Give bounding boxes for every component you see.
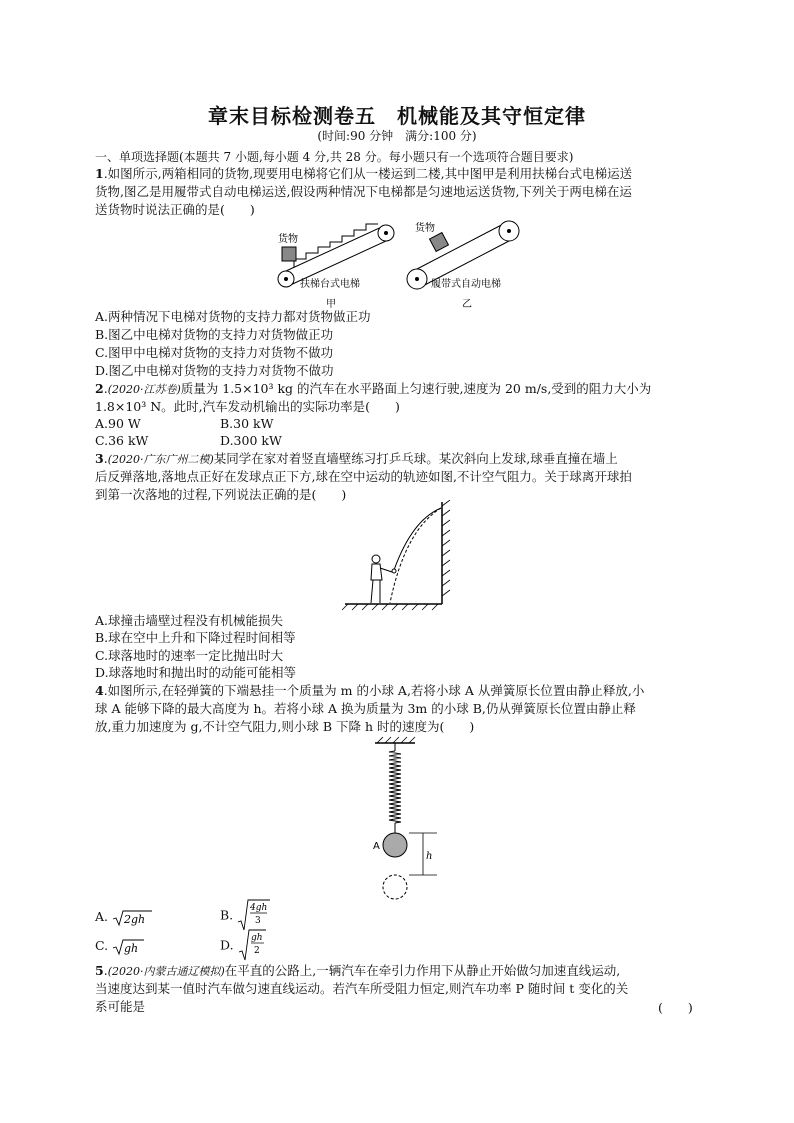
page-title: 章末目标检测卷五 机械能及其守恒定律 bbox=[208, 104, 586, 128]
q3-option-c: C.球落地时的速率一定比抛出时大 bbox=[95, 648, 284, 663]
section-heading: 一、单项选择题(本题共 7 小题,每小题 4 分,共 28 分。每小题只有一个选项符合题目要求) bbox=[95, 150, 574, 164]
sqrt-fraction-d bbox=[238, 928, 268, 962]
q1-line-3: 送货物时说法正确的是( ) bbox=[95, 202, 255, 217]
q2-option-c: C.36 kW bbox=[95, 433, 149, 448]
q1-option-a: A.两种情况下电梯对货物的支持力都对货物做正功 bbox=[95, 309, 371, 324]
q4-line-3: 放,重力加速度为 g,不计空气阻力,则小球 B 下降 h 时的速度为( ) bbox=[95, 719, 475, 734]
caption-yi: 乙 bbox=[462, 299, 472, 310]
q2-option-b: B.30 kW bbox=[220, 416, 274, 431]
svg-text:2gh: 2gh bbox=[124, 912, 146, 926]
q3-option-a: A.球撞击墙壁过程没有机械能损失 bbox=[95, 613, 284, 628]
q2-line-1: 2.(2020·江苏卷)质量为 1.5×10³ kg 的汽车在水平路面上匀速行驶,速度为 20 m/s,受到的阻力大小为 bbox=[95, 381, 652, 396]
q3-line-2: 后反弹落地,落地点正好在发球点正下方,球在空中运动的轨迹如图,不计空气阻力。关于球离开球拍 bbox=[95, 469, 632, 484]
svg-text:3: 3 bbox=[255, 916, 261, 926]
q5-answer-bracket: ( ) bbox=[658, 1000, 693, 1015]
page-subtitle: (时间:90 分钟 满分:100 分) bbox=[317, 129, 477, 143]
ping-pong-wall-figure bbox=[340, 500, 455, 612]
q4-line-1: 4.如图所示,在轻弹簧的下端悬挂一个质量为 m 的小球 A,若将小球 A 从弹簧原长位置由静止释放,小 bbox=[95, 683, 645, 698]
escalator-figure bbox=[270, 215, 400, 310]
q4-line-2: 球 A 能够下降的最大高度为 h。若将小球 A 换为质量为 3m 的小球 B,仍从弹簧原长位置由静止释 bbox=[95, 701, 636, 716]
q1-option-b: B.图乙中电梯对货物的支持力对货物做正功 bbox=[95, 327, 334, 342]
q4-option-b: B. 4gh 3 bbox=[220, 898, 271, 932]
cargo-label-right: 货物 bbox=[415, 223, 435, 234]
sqrt-sign-c bbox=[112, 938, 146, 956]
sqrt-sign-a bbox=[112, 909, 152, 927]
belt-escalator-figure bbox=[405, 215, 535, 310]
q1-option-c: C.图甲中电梯对货物的支持力对货物不做功 bbox=[95, 345, 334, 360]
escalator-label: 扶梯台式电梯 bbox=[300, 279, 360, 290]
q1-line-2: 货物,图乙是用履带式自动电梯运送,假设两种情况下电梯都是匀速地运送货物,下列关于两电梯在运 bbox=[95, 184, 632, 199]
height-h-label: h bbox=[426, 851, 433, 862]
q2-option-d: D.300 kW bbox=[220, 433, 282, 448]
ball-a-label: A bbox=[373, 841, 380, 852]
caption-jia: 甲 bbox=[326, 299, 336, 310]
q5-line-3: 系可能是 bbox=[95, 999, 146, 1014]
q4-option-a: A. 2gh bbox=[95, 908, 152, 927]
svg-text:2: 2 bbox=[253, 946, 260, 956]
svg-text:gh: gh bbox=[124, 941, 139, 955]
q3-option-d: D.球落地时和抛出时的动能可能相等 bbox=[95, 665, 297, 680]
spring-ball-figure bbox=[365, 735, 445, 905]
q3-line-1: 3.(2020·广东广州二模)某同学在家对着竖直墙壁练习打乒乓球。某次斜向上发球,球垂直撞在墙上 bbox=[95, 451, 618, 466]
q1-line-1: 1.如图所示,两箱相同的货物,现要用电梯将它们从一楼运到二楼,其中图甲是利用扶梯台式电梯运送 bbox=[95, 166, 633, 181]
svg-text:gh: gh bbox=[250, 933, 263, 943]
sqrt-fraction-b bbox=[237, 898, 271, 932]
q3-line-3: 到第一次落地的过程,下列说法正确的是( ) bbox=[95, 487, 347, 502]
svg-text:4gh: 4gh bbox=[250, 903, 268, 913]
q4-option-d: D. gh 2 bbox=[220, 928, 268, 962]
q5-line-1: 5.(2020·内蒙古通辽模拟)在平直的公路上,一辆汽车在牵引力作用下从静止开始做匀加速直线运动, bbox=[95, 963, 621, 978]
q4-option-c: C. gh bbox=[95, 937, 146, 956]
q2-option-a: A.90 W bbox=[95, 416, 141, 431]
belt-label: 履带式自动电梯 bbox=[431, 279, 501, 290]
q5-line-2: 当速度达到某一值时汽车做匀速直线运动。若汽车所受阻力恒定,则汽车功率 P 随时间 t 变化的关 bbox=[95, 981, 629, 996]
q1-option-d: D.图乙中电梯对货物的支持力对货物不做功 bbox=[95, 363, 334, 378]
cargo-label-left: 货物 bbox=[278, 234, 298, 245]
q2-line-2: 1.8×10³ N。此时,汽车发动机输出的实际功率是( ) bbox=[95, 399, 400, 414]
q3-option-b: B.球在空中上升和下降过程时间相等 bbox=[95, 630, 296, 645]
